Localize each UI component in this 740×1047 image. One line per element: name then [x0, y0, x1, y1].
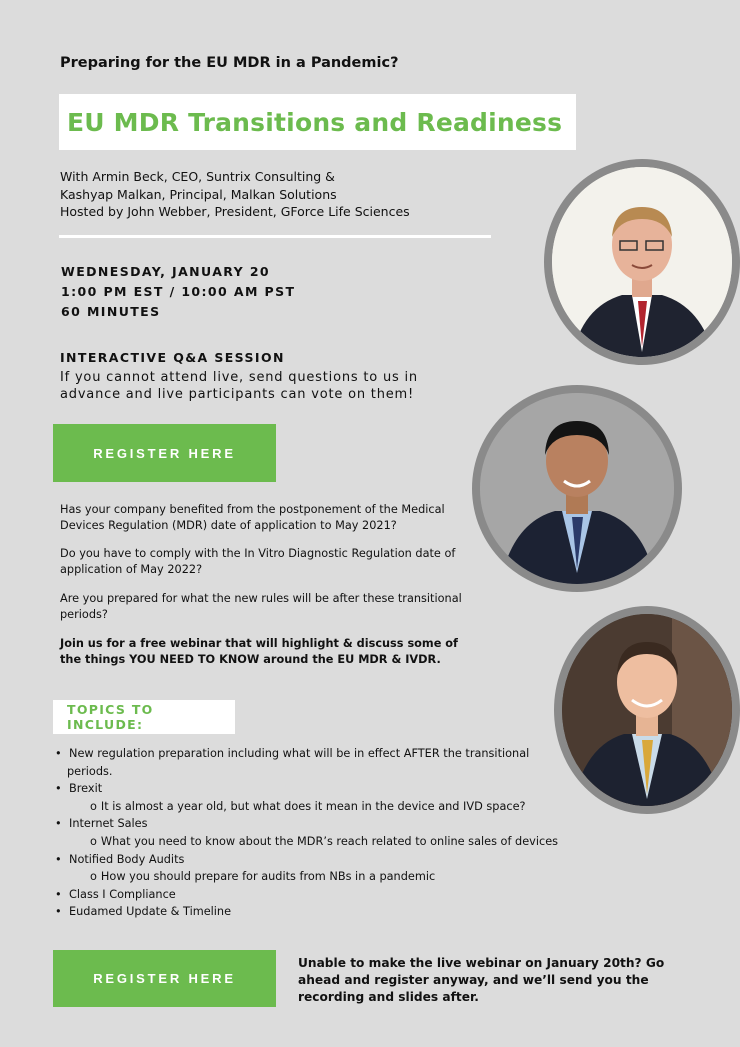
- question-paragraph: Has your company benefited from the postponement of the Medical Devices Regulation (MDR) date of application to May 2021?: [60, 503, 445, 532]
- question-paragraph: Do you have to comply with the In Vitro Diagnostic Regulation date of application of May 2022?: [60, 547, 456, 576]
- sub-list-item: o How you should prepare for audits from NBs in a pandemic: [90, 870, 436, 884]
- sub-list-item: o What you need to know about the MDR’s reach related to online sales of devices: [90, 834, 559, 848]
- register-button[interactable]: REGISTER HERE: [53, 424, 276, 482]
- invite-paragraph: Join us for a free webinar that will highlight & discuss some of the things YOU NEED TO KNOW around the EU MDR & IVDR.: [60, 637, 458, 666]
- bullet-icon: •: [55, 747, 62, 760]
- speaker-photo-2: [472, 385, 682, 592]
- bullet-icon: •: [55, 852, 62, 866]
- person-icon: [562, 614, 732, 806]
- bullet-icon: •: [55, 817, 62, 831]
- list-item: • Notified Body Audits: [55, 851, 575, 869]
- speaker-photo-1: [544, 159, 740, 365]
- list-item: • Class I Compliance: [55, 886, 575, 904]
- question-paragraph: Are you prepared for what the new rules will be after these transitional periods?: [60, 592, 462, 621]
- topics-list: [55, 745, 575, 921]
- bullet-icon: •: [55, 887, 62, 901]
- bullet-icon: •: [55, 782, 62, 796]
- speaker-photo-3: [554, 606, 740, 814]
- person-icon: [552, 167, 732, 357]
- bullet-icon: •: [55, 905, 62, 919]
- page-title: EU MDR Transitions and Readiness: [67, 107, 563, 137]
- list-item: • Internet Sales: [55, 815, 575, 833]
- list-item: • New regulation preparation including what will be in effect AFTER the transitional: [55, 745, 575, 763]
- schedule-block: [61, 262, 295, 322]
- divider: [59, 235, 491, 238]
- title-banner: [59, 94, 576, 150]
- list-item: • Brexit: [55, 780, 575, 798]
- sub-list-item: o It is almost a year old, but what does it mean in the device and IVD space?: [90, 799, 526, 813]
- person-icon: [480, 393, 674, 584]
- event-time: 1:00 PM EST / 10:00 AM PST: [61, 284, 296, 299]
- host-line: With Armin Beck, CEO, Suntrix Consulting &: [60, 169, 335, 184]
- sub-bullet-icon: o: [90, 834, 97, 848]
- host-line: Hosted by John Webber, President, GForce Life Sciences: [60, 204, 410, 219]
- kicker-heading: Preparing for the EU MDR in a Pandemic?: [60, 55, 399, 71]
- list-item-continued: periods.: [67, 764, 113, 778]
- topics-banner: [53, 700, 235, 734]
- event-duration: 60 MINUTES: [61, 304, 161, 319]
- sub-bullet-icon: o: [90, 799, 97, 813]
- qa-heading: INTERACTIVE Q&A SESSION: [60, 350, 285, 365]
- host-line: Kashyap Malkan, Principal, Malkan Solutions: [60, 186, 337, 202]
- recording-note: Unable to make the live webinar on January 20th? Go ahead and register anyway, and we’ll send you the recording and slides after.: [298, 956, 665, 1004]
- sub-bullet-icon: o: [90, 870, 97, 884]
- hosts-block: [60, 168, 410, 221]
- event-date: WEDNESDAY, JANUARY 20: [61, 264, 271, 279]
- qa-text: If you cannot attend live, send questions to us in advance and live participants can vote on them!: [60, 370, 418, 402]
- list-item: • Eudamed Update & Timeline: [55, 903, 575, 921]
- register-button[interactable]: REGISTER HERE: [53, 950, 276, 1007]
- topics-heading: TOPICS TO INCLUDE:: [67, 702, 154, 732]
